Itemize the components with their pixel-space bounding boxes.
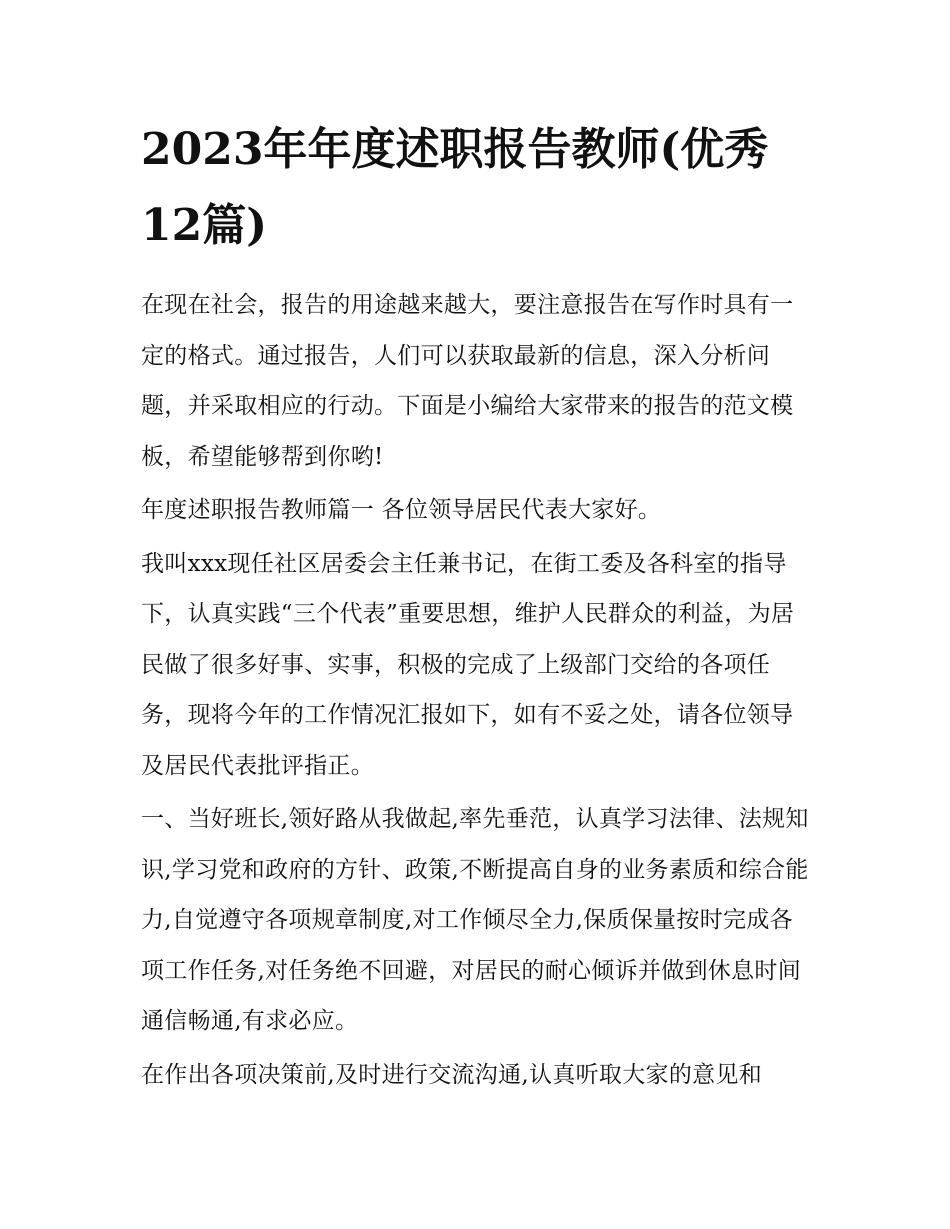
document-title: 2023年年度述职报告教师(优秀12篇)	[141, 124, 769, 251]
document-body	[141, 112, 813, 1100]
paragraph-decision-making: 在作出各项决策前,及时进行交流沟通,认真听取大家的意见和	[141, 1061, 763, 1088]
paragraph-self-introduction: 我叫xxx现任社区居委会主任兼书记，在街工委及各科室的指导下，认真实践“三个代表”重要思想，维护人民群众的利益，为居民做了很多好事、实事，积极的完成了上级部门交给的各项任务，现将今年的工作情况汇报如下，如有不妥之处，请各位领导及居民代表批评指正。	[141, 550, 795, 779]
paragraph-point-one: 一、当好班长,领好路从我做起,率先垂范，认真学习法律、法规知识,学习党和政府的方针、政策,不断提高自身的业务素质和综合能力,自觉遵守各项规章制度,对工作倾尽全力,保质保量按时完成各项工作任务,对任务绝不回避，对居民的耐心倾诉并做到休息时间通信畅通,有求必应。	[141, 806, 809, 1034]
paragraph-section-one-greeting: 年度述职报告教师篇一 各位领导居民代表大家好。	[141, 497, 662, 523]
paragraph-intro: 在现在社会，报告的用途越来越大，要注意报告在写作时具有一定的格式。通过报告，人们可以获取最新的信息，深入分析问题，并采取相应的行动。下面是小编给大家带来的报告的范文模板，希望能够帮到你哟!	[141, 292, 794, 470]
